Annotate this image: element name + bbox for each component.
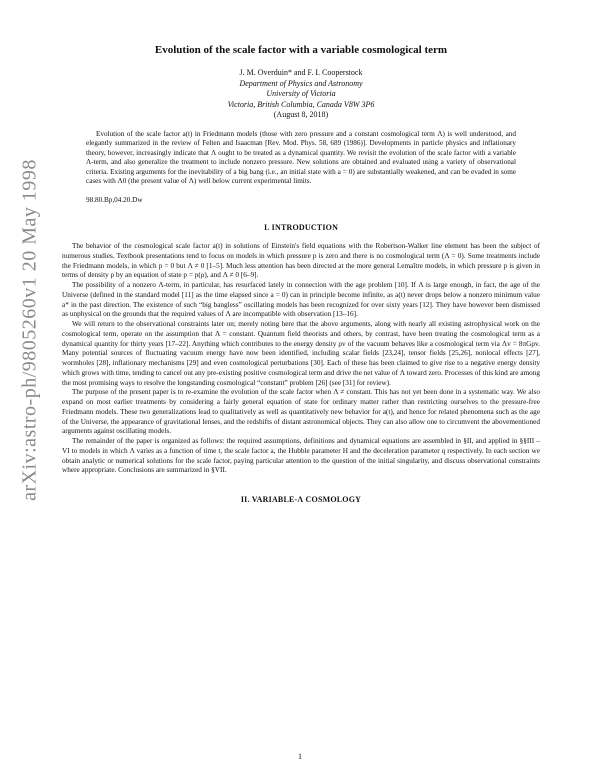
introduction-body <box>62 242 540 476</box>
paragraph: We will return to the observational constraints later on; merely noting here that the above arguments, along with nearly all existing astrophysical work on the cosmological term, operate on the assumption that Λ = constant. Quantum field theorists and others, by contrast, have been treating the cosmological term as a dynamical quantity for thirty years [17–22]. Anything which contributes to the energy density ρv of the vacuum behaves like a cosmological term via Λv = 8πGρv. Many potential sources of fluctuating vacuum energy have now been identified, including scalar fields [23,24], tensor fields [25,26], nonlocal effects [27], wormholes [28], inflationary mechanisms [29] and even cosmological perturbations [30]. Each of these has been claimed to give rise to a negative energy density which grows with time, tending to cancel out any pre-existing positive cosmological term and drive the net value of Λ toward zero. Processes of this kind are among the most promising ways to resolve the longstanding cosmological “constant” problem [26] (see [31] for review). <box>62 320 540 387</box>
affiliation-location: Victoria, British Columbia, Canada V8W 3P6 <box>227 99 375 109</box>
author-names: J. M. Overduin* and F. I. Cooperstock <box>239 68 363 77</box>
abstract: Evolution of the scale factor a(t) in Friedmann models (those with zero pressure and a constant cosmological term Λ) is well understood, and elegantly summarized in the review of Felten and Isaacman [Rev. Mod. Phys. 58, 689 (1986)]. Developments in particle physics and inflationary theory, however, increasingly indicate that Λ ought to be treated as a dynamical quantity. We revisit the evolution of the scale factor with a variable Λ-term, and also generalize the treatment to include nonzero pressure. New solutions are obtained and evaluated using a variety of observational criteria. Existing arguments for the inevitability of a big bang (i.e., an initial state with a = 0) are substantially weakened, and can be evaded in some cases with Λ0 (the present value of Λ) well below current experimental limits. <box>86 129 516 186</box>
page-number: 1 <box>298 752 302 761</box>
author-block <box>62 68 540 121</box>
paper-page <box>62 44 540 514</box>
arxiv-identifier-stamp <box>10 120 50 540</box>
arxiv-stamp-text: arXiv:astro-ph/9805260v1 20 May 1998 <box>18 159 41 501</box>
section-heading-variable-lambda: II. VARIABLE-Λ COSMOLOGY <box>240 495 362 505</box>
paper-date: (August 8, 2018) <box>273 110 329 119</box>
section-heading-introduction: I. INTRODUCTION <box>263 223 339 233</box>
paragraph: The behavior of the cosmological scale factor a(t) in solutions of Einstein's field equations with the Robertson-Walker line element has been the subject of numerous studies. Textbook presentations tend to focus on models in which pressure p is zero and there is no cosmological term (Λ = 0). Some treatments include the Friedmann models, in which p = 0 but Λ ≠ 0 [1–5]. Much less attention has been directed at the more general Lemaître models, in which pressure p is given in terms of density ρ by an equation of state p = p(ρ), and Λ ≠ 0 [6–9]. <box>62 242 540 280</box>
paragraph: The purpose of the present paper is to re-examine the evolution of the scale factor when Λ ≠ constant. This has not yet been done in a systematic way. We also expand on most earlier treatments by considering a fairly general equation of state for ordinary matter rather than restricting ourselves to the pressure-free Friedmann models. These two generalizations lead to qualitatively as well as quantitatively new behavior for a(t), and hence for related phenomena such as the age of the Universe, the appearance of gravitational lenses, and the redshifts of distant astronomical objects. They can also allow one to circumvent the abovementioned arguments against oscillating models. <box>62 388 540 436</box>
paper-title: Evolution of the scale factor with a variable cosmological term <box>154 44 448 56</box>
affiliation-university: University of Victoria <box>266 89 336 98</box>
paragraph: The remainder of the paper is organized as follows: the required assumptions, definitions and dynamical equations are assembled in §II, and applied in §§III – VI to models in which Λ varies as a function of time t, the scale factor a, the Hubble parameter H and the deceleration parameter q respectively. In each section we obtain analytic or numerical solutions for the scale factor, paying particular attention to the question of the initial singularity, and discuss observational constraints where appropriate. Conclusions are summarized in §VII. <box>62 437 540 475</box>
paragraph: The possibility of a nonzero Λ-term, in particular, has resurfaced lately in connection with the age problem [10]. If Λ is large enough, in fact, the age of the Universe (defined in the standard model [11] as the time elapsed since a = 0) can in principle become infinite, as a(t) never drops below a nonzero minimum value a* in the past direction. The existence of such “big bangless” oscillating models has been recognized for over sixty years [12]. They have however been dismissed as unphysical on the grounds that the required values of Λ are incompatible with observation [13–16]. <box>62 281 540 319</box>
pacs-codes: 98.80.Bp,04.20.Dw <box>86 196 143 205</box>
affiliation-department: Department of Physics and Astronomy <box>239 78 363 88</box>
